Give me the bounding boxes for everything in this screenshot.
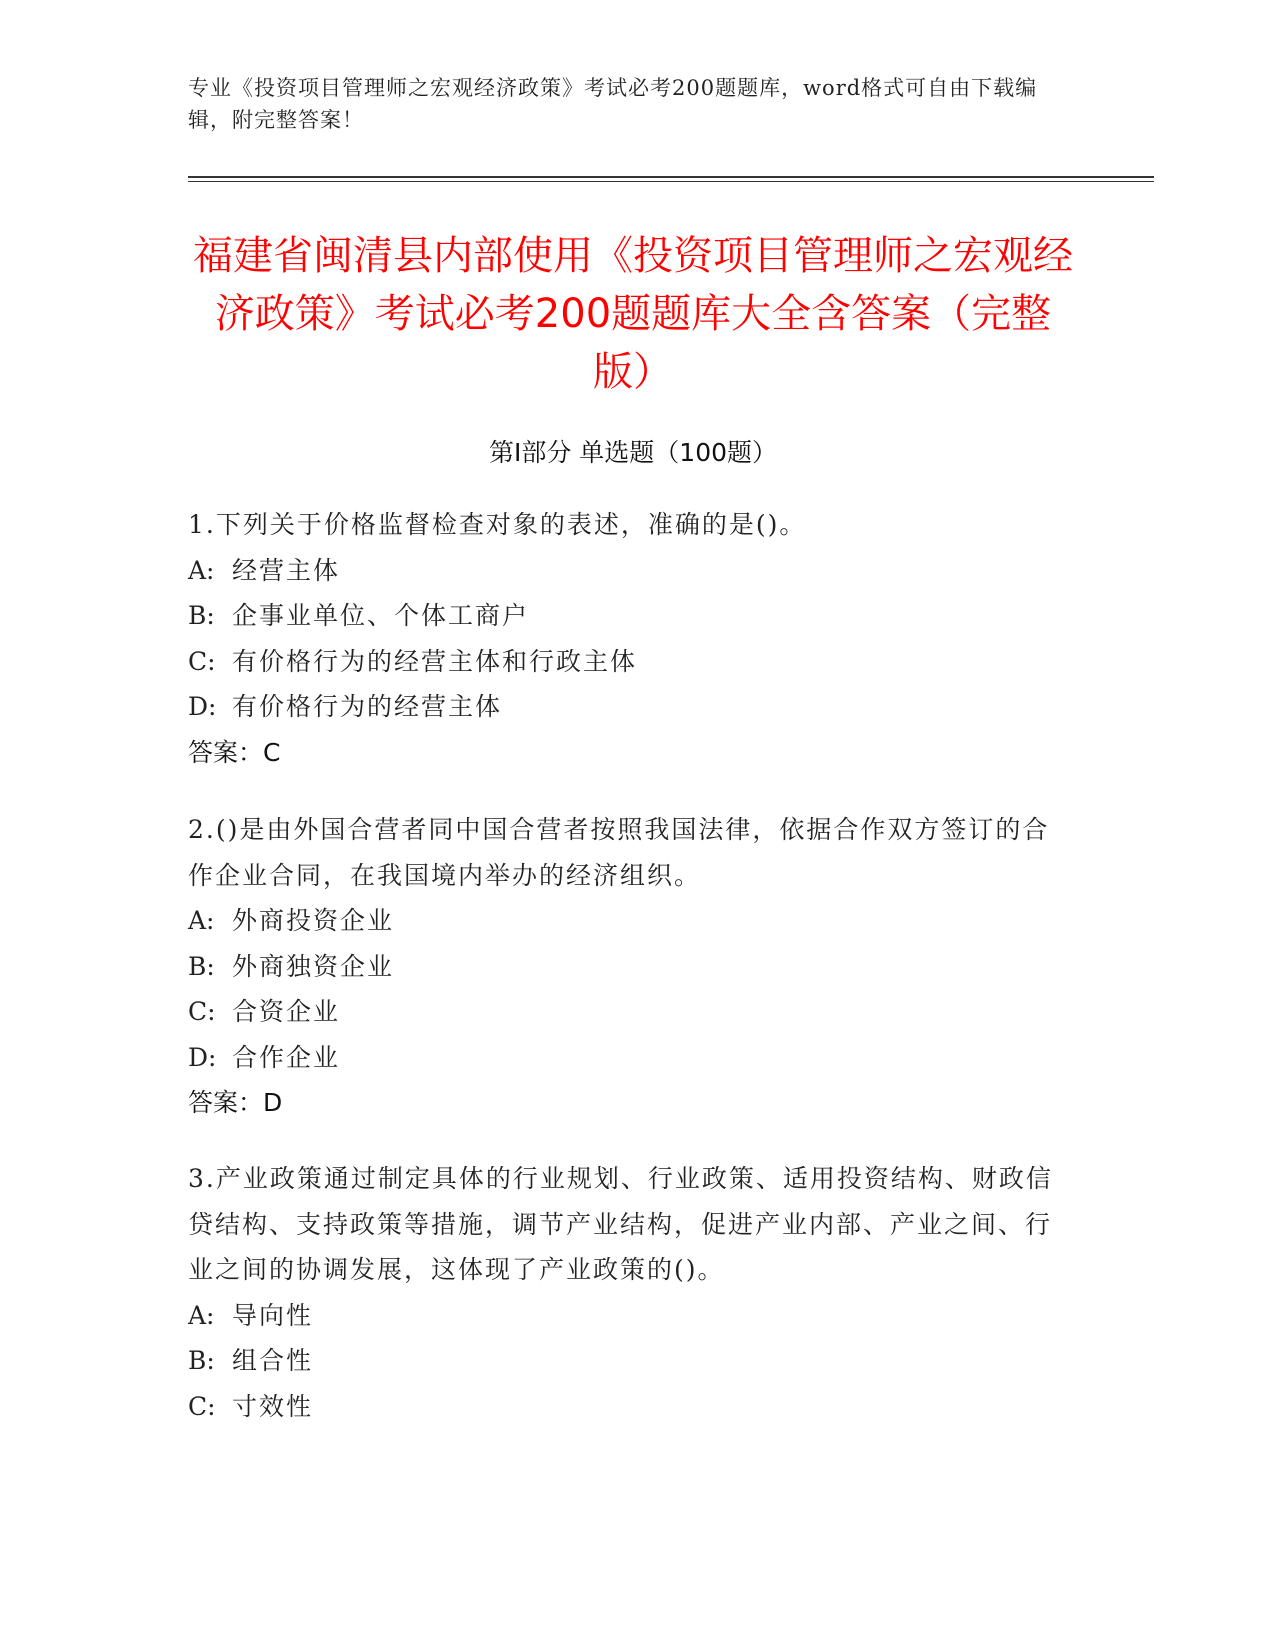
option-text: 导向性 bbox=[232, 1300, 314, 1330]
question-stem: 2.()是由外国合营者同中国合营者按照我国法律，依据合作双方签订的合作企业合同，在我国境内举办的经济组织。 bbox=[188, 815, 1050, 890]
question-stem: 1.下列关于价格监督检查对象的表述，准确的是()。 bbox=[188, 510, 807, 539]
option-text: 合作企业 bbox=[232, 1042, 341, 1072]
answer-value: D bbox=[263, 1088, 283, 1117]
section-title: 第I部分 单选题（100题） bbox=[488, 438, 778, 467]
question-stem: 3.产业政策通过制定具体的行业规划、行业政策、适用投资结构、财政信贷结构、支持政策等措施，调节产业结构，促进产业内部、产业之间、行业之间的协调发展，这体现了产业政策的()。 bbox=[188, 1164, 1053, 1284]
answer-label: 答案： bbox=[188, 1088, 264, 1117]
option-label: A: bbox=[188, 906, 215, 935]
option-a bbox=[188, 1293, 1068, 1339]
answer-line bbox=[188, 1080, 1068, 1126]
option-label: A: bbox=[188, 1300, 215, 1330]
option-d bbox=[188, 684, 1068, 730]
option-label: B: bbox=[188, 951, 215, 981]
option-label: C: bbox=[188, 1391, 216, 1421]
option-label: B: bbox=[188, 1346, 215, 1375]
option-b bbox=[188, 593, 1068, 639]
header-note: 专业《投资项目管理师之宏观经济政策》考试必考200题题库，word格式可自由下载编辑，附完整答案！ bbox=[188, 76, 1038, 132]
option-label: D: bbox=[188, 1042, 217, 1072]
question-3 bbox=[188, 1156, 1068, 1429]
option-text: 经营主体 bbox=[232, 555, 341, 585]
option-b bbox=[188, 944, 1068, 990]
option-text: 寸效性 bbox=[232, 1391, 314, 1421]
option-c bbox=[188, 989, 1068, 1035]
header-rule-thick bbox=[188, 176, 1154, 178]
option-label: C: bbox=[188, 646, 216, 676]
option-text: 有价格行为的经营主体和行政主体 bbox=[232, 646, 638, 676]
answer-label: 答案： bbox=[188, 737, 264, 767]
option-text: 外商独资企业 bbox=[232, 951, 395, 981]
option-c bbox=[188, 1384, 1068, 1430]
question-1 bbox=[188, 502, 1068, 775]
option-label: A: bbox=[188, 555, 215, 585]
answer-value: C bbox=[263, 737, 281, 767]
option-text: 外商投资企业 bbox=[232, 906, 395, 935]
option-text: 合资企业 bbox=[232, 997, 341, 1026]
header-rule-thin bbox=[188, 181, 1154, 182]
option-b bbox=[188, 1338, 1068, 1384]
option-a bbox=[188, 898, 1068, 944]
option-label: B: bbox=[188, 601, 215, 630]
option-text: 组合性 bbox=[232, 1346, 314, 1375]
document-title: 福建省闽清县内部使用《投资项目管理师之宏观经济政策》考试必考200题题库大全含答案（完整版） bbox=[193, 233, 1073, 395]
option-text: 企事业单位、个体工商户 bbox=[232, 601, 530, 630]
option-a bbox=[188, 548, 1068, 594]
option-label: C: bbox=[188, 997, 216, 1026]
option-label: D: bbox=[188, 692, 217, 721]
option-c bbox=[188, 639, 1068, 685]
option-text: 有价格行为的经营主体 bbox=[232, 692, 503, 721]
option-d bbox=[188, 1035, 1068, 1081]
answer-line bbox=[188, 730, 1068, 776]
question-2 bbox=[188, 807, 1068, 1126]
